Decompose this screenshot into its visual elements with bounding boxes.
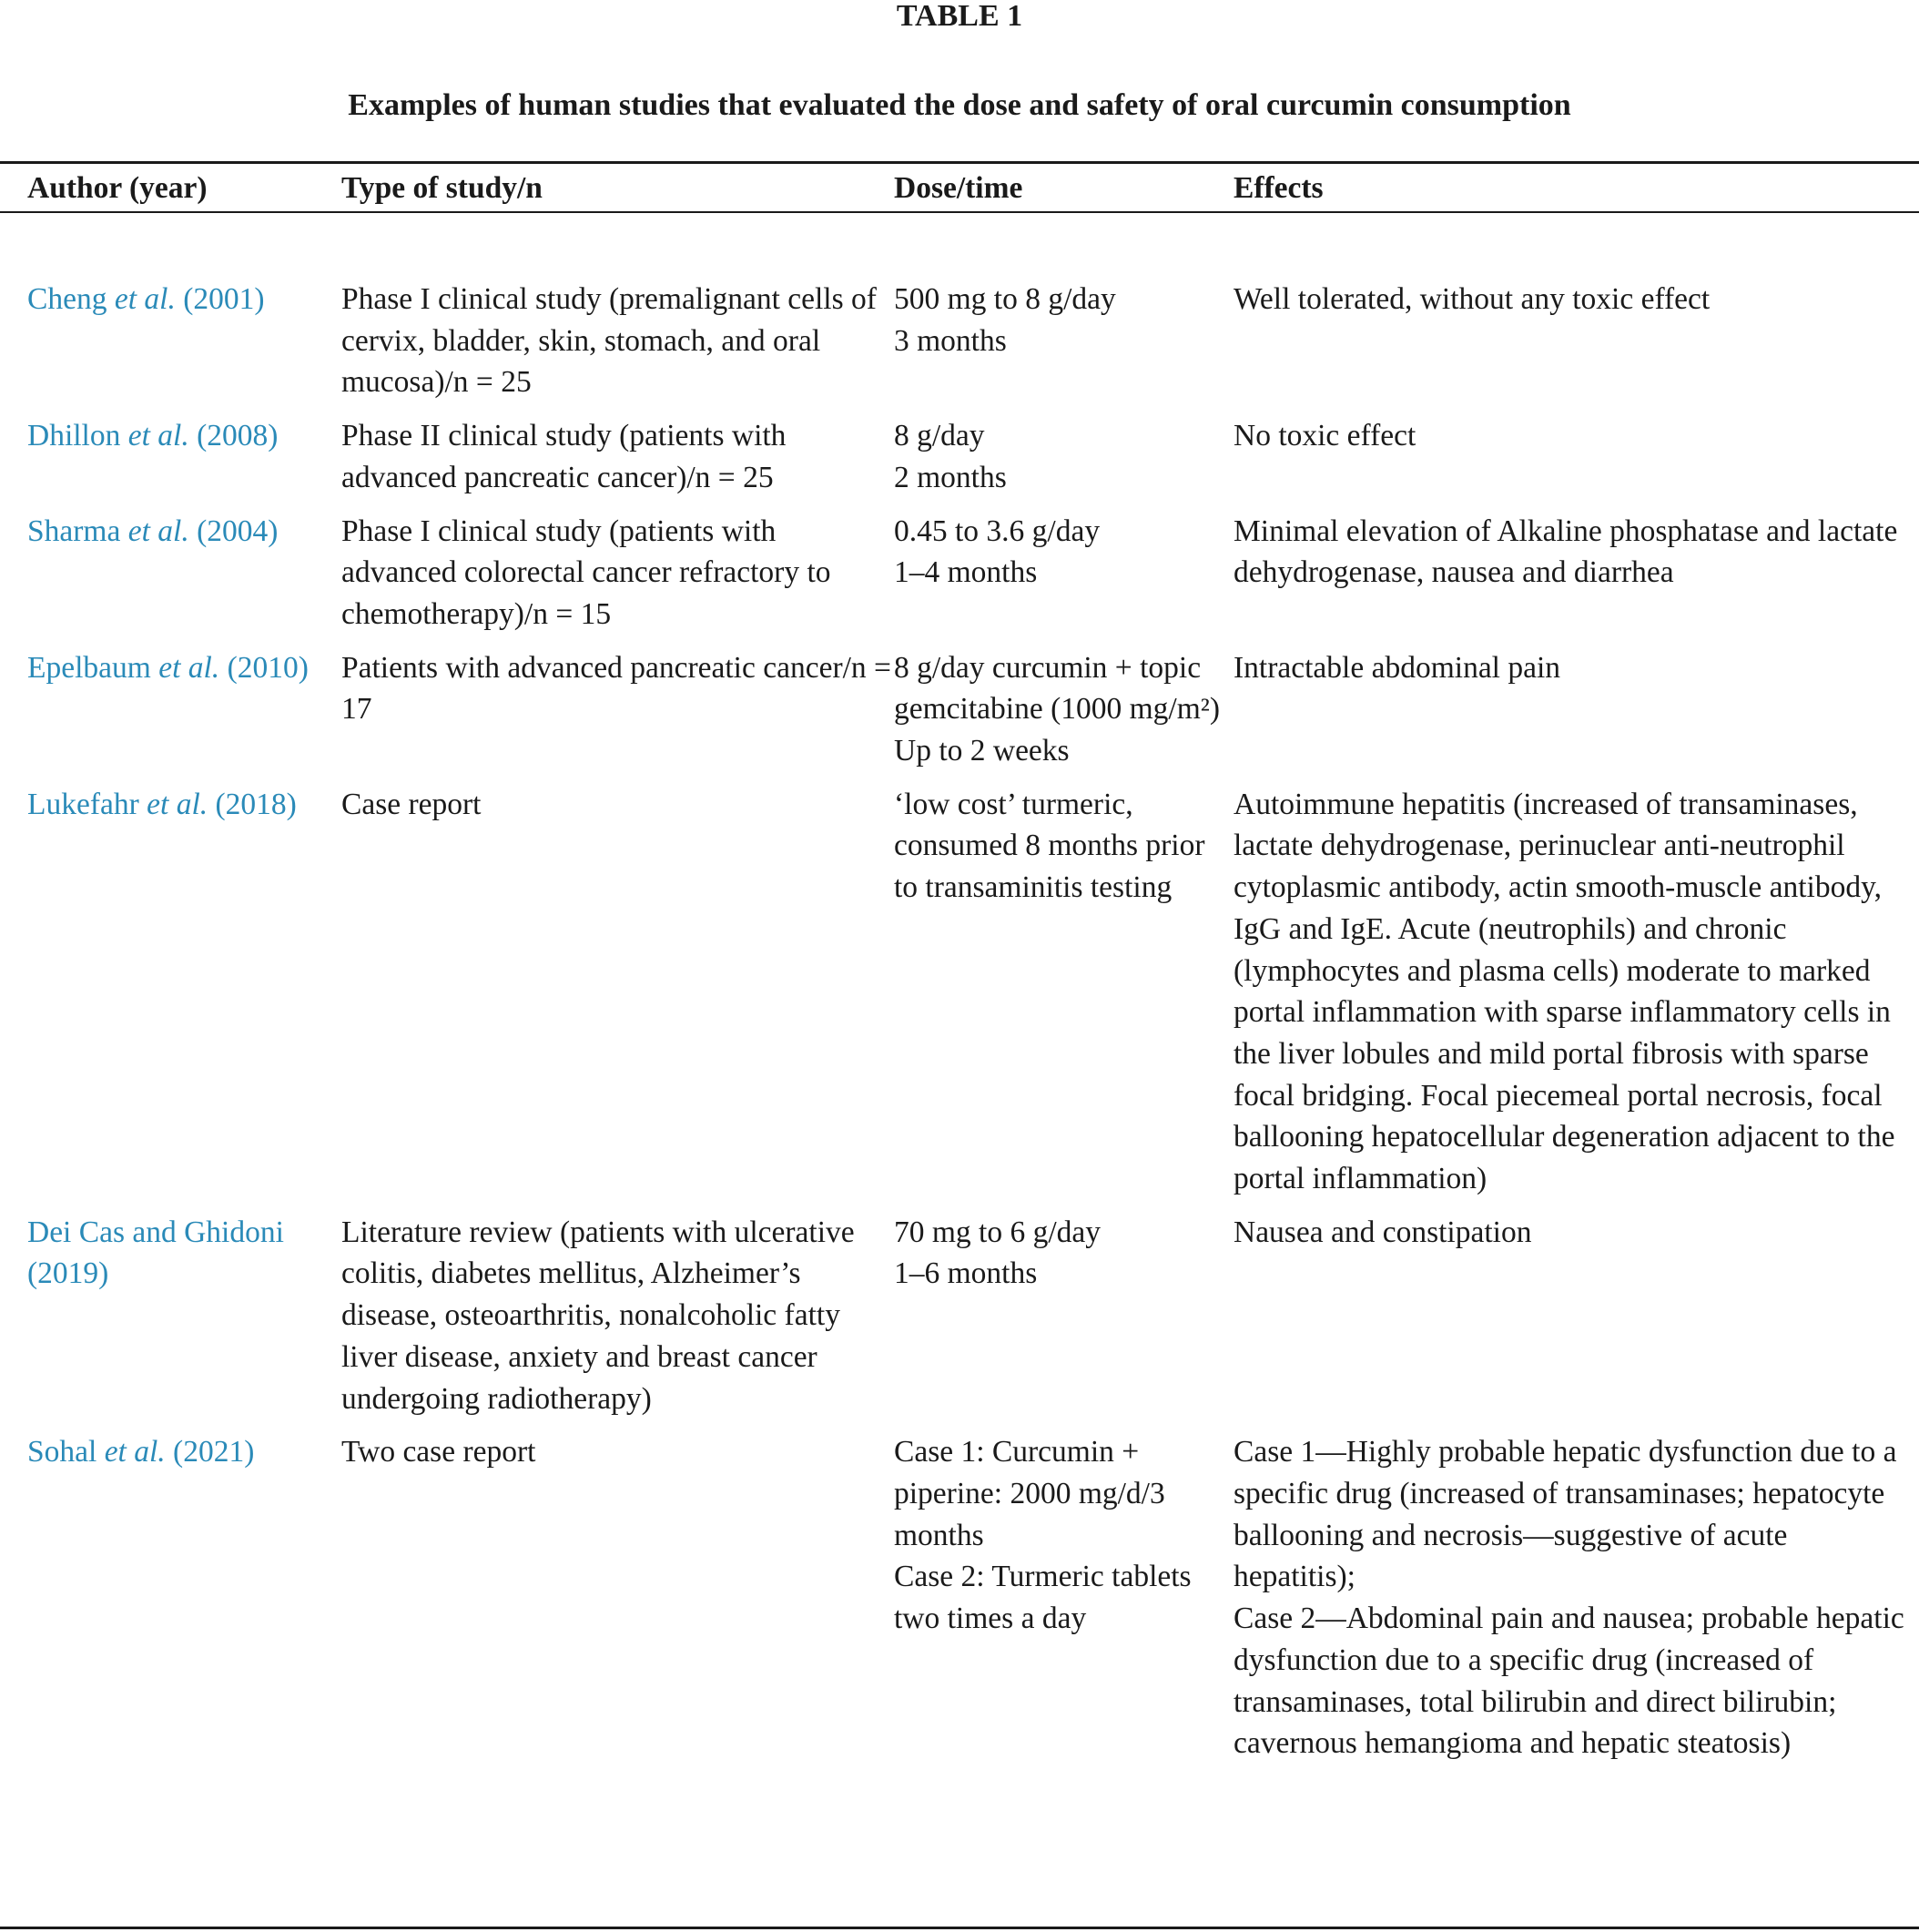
- author-cell: [27, 647, 341, 784]
- column-header-study: Type of study/n: [341, 170, 543, 205]
- study-cell: Literature review (patients with ulcerative colitis, diabetes mellitus, Alzheimer’s disease, osteoarthritis, nonalcoholic fatty liver disease, anxiety and breast cancer undergoing radiotherapy): [341, 1215, 855, 1416]
- effects-cell: No toxic effect: [1234, 419, 1416, 453]
- author-name: Dhillon: [27, 419, 121, 453]
- effects-cell: Minimal elevation of Alkaline phosphatase and lactate dehydrogenase, nausea and diarrhea: [1234, 514, 1898, 590]
- author-name: Cheng: [27, 282, 107, 316]
- author-year: (2004): [197, 514, 279, 548]
- studies-table: [27, 165, 1912, 1776]
- author-year: (2001): [183, 282, 265, 316]
- author-cell: [27, 784, 341, 1212]
- effects-cell: Nausea and constipation: [1234, 1215, 1532, 1249]
- author-etal: et al.: [127, 514, 189, 548]
- author-cell: [27, 211, 341, 415]
- effects-cell: Case 1—Highly probable hepatic dysfunction due to a specific drug (increased of transaminases; hepatocyte ballooning and necrosis—suggestive of acute hepatitis); Case 2—Abdominal pain and nausea; probable hepatic dysfunction due to a specific drug (increased of transaminases, total bilirubin and direct bilirubin; cavernous hemangioma and hepatic steatosis): [1234, 1435, 1904, 1761]
- study-cell: Phase II clinical study (patients with advanced pancreatic cancer)/n = 25: [341, 419, 787, 494]
- study-cell: Case report: [341, 787, 482, 821]
- author-reference-link[interactable]: [27, 1435, 254, 1469]
- author-name: Lukefahr: [27, 787, 139, 821]
- author-reference-link[interactable]: [27, 1215, 284, 1291]
- study-cell: Two case report: [341, 1435, 536, 1469]
- study-cell: Patients with advanced pancreatic cancer/n = 17: [341, 650, 891, 727]
- table-row: [27, 211, 1912, 415]
- effects-cell: Autoimmune hepatitis (increased of transaminases, lactate dehydrogenase, perinuclear anti-neutrophil cytoplasmic antibody, actin smooth-muscle antibody, IgG and IgE. Acute (neutrophils) and chronic (lymphocytes and plasma cells) moderate to marked portal inflammation with sparse inflammatory cells in the liver lobules and mild portal fibrosis with sparse focal bridging. Focal piecemeal portal necrosis, focal ballooning hepatocellular degeneration adjacent to the portal inflammation): [1234, 787, 1895, 1196]
- dose-cell: 8 g/day curcumin + topic gemcitabine (1000 mg/m²) Up to 2 weeks: [894, 650, 1220, 768]
- author-reference-link[interactable]: [27, 788, 297, 821]
- author-etal: et al.: [158, 650, 220, 685]
- author-name: Sohal: [27, 1435, 97, 1469]
- table-row: [27, 784, 1912, 1212]
- table-caption: Examples of human studies that evaluated the dose and safety of oral curcumin consumption: [348, 88, 1571, 122]
- author-year: (2010): [227, 650, 309, 685]
- study-cell: Phase I clinical study (patients with advanced colorectal cancer refractory to chemotherapy)/n = 15: [341, 514, 831, 631]
- header-row: [27, 165, 1912, 211]
- top-rule: [0, 161, 1919, 164]
- column-header-author: Author (year): [27, 170, 208, 205]
- author-year: (2021): [173, 1435, 255, 1469]
- dose-cell: 500 mg to 8 g/day 3 months: [894, 282, 1116, 358]
- author-reference-link[interactable]: [27, 651, 309, 685]
- dose-cell: Case 1: Curcumin + piperine: 2000 mg/d/3 months Case 2: Turmeric tablets two times a day: [894, 1435, 1192, 1636]
- dose-cell: 8 g/day 2 months: [894, 419, 1007, 494]
- effects-cell: Well tolerated, without any toxic effect: [1234, 282, 1711, 316]
- author-cell: [27, 1212, 341, 1432]
- author-name: Sharma: [27, 514, 121, 548]
- author-etal: et al.: [127, 419, 189, 453]
- table-label: TABLE 1: [896, 0, 1023, 33]
- dose-cell: 70 mg to 6 g/day 1–6 months: [894, 1215, 1102, 1291]
- author-name: Dei Cas and Ghidoni: [27, 1215, 284, 1249]
- table-row: [27, 1212, 1912, 1432]
- column-header-effects: Effects: [1234, 170, 1324, 205]
- table-row: [27, 511, 1912, 647]
- dose-cell: ‘low cost’ turmeric, consumed 8 months prior to transaminitis testing: [894, 787, 1205, 905]
- author-etal: et al.: [114, 282, 176, 316]
- author-cell: [27, 415, 341, 510]
- author-cell: [27, 1431, 341, 1776]
- dose-cell: 0.45 to 3.6 g/day 1–4 months: [894, 514, 1101, 590]
- author-reference-link[interactable]: [27, 419, 278, 452]
- author-year: (2019): [27, 1256, 109, 1291]
- author-year: (2018): [215, 787, 297, 821]
- author-year: (2008): [197, 419, 279, 453]
- author-etal: et al.: [104, 1435, 166, 1469]
- effects-cell: Intractable abdominal pain: [1234, 650, 1561, 685]
- author-reference-link[interactable]: [27, 514, 278, 548]
- author-name: Epelbaum: [27, 650, 151, 685]
- table-row: [27, 647, 1912, 784]
- author-etal: et al.: [147, 787, 208, 821]
- table-row: [27, 415, 1912, 510]
- bottom-rule: [0, 1927, 1919, 1929]
- table-row: [27, 1431, 1912, 1776]
- author-cell: [27, 511, 341, 647]
- column-header-dose: Dose/time: [894, 170, 1023, 205]
- author-reference-link[interactable]: [27, 282, 265, 316]
- study-cell: Phase I clinical study (premalignant cells of cervix, bladder, skin, stomach, and oral mucosa)/n = 25: [341, 282, 877, 400]
